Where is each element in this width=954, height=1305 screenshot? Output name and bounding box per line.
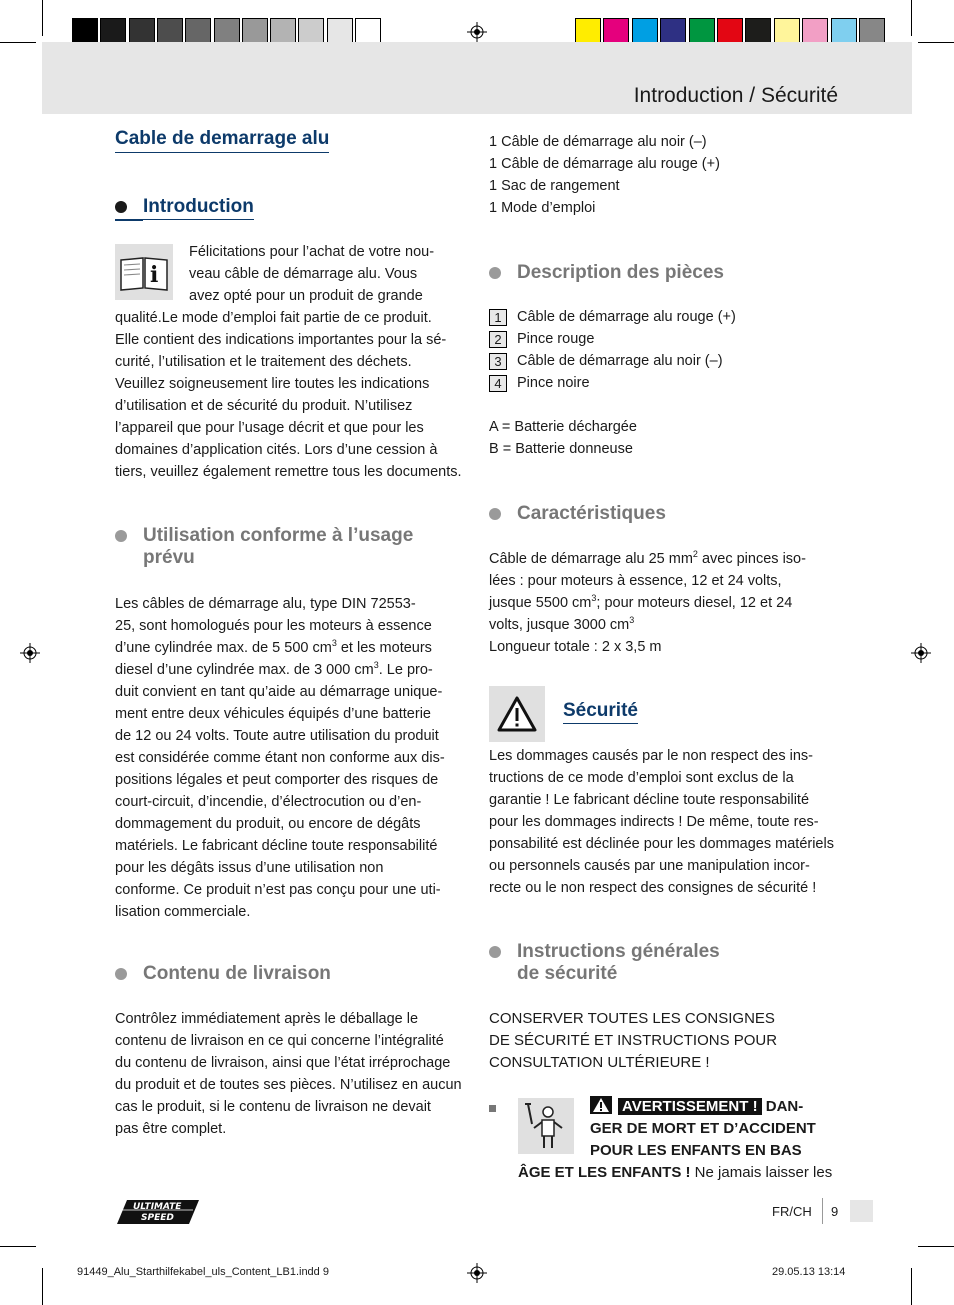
page-header-title: Introduction / Sécurité <box>633 84 838 107</box>
child-danger-icon <box>518 1098 574 1154</box>
list-item: Pince rouge <box>517 331 595 347</box>
text-line: Félicitations pour l’achat de votre nou- <box>189 244 435 260</box>
usage-text <box>115 593 445 923</box>
part-number-4: 4 <box>489 375 507 392</box>
bullet-dot-icon <box>489 946 501 958</box>
text-line: Longueur totale : 2 x 3,5 m <box>489 639 662 655</box>
parts-list <box>517 306 736 394</box>
text-line: matériels. Le fabricant décline toute responsabilité <box>115 838 438 854</box>
registration-mark-icon <box>911 643 931 663</box>
bullet-dot-icon <box>489 267 501 279</box>
ultimate-speed-logo <box>115 1198 201 1226</box>
bullet-dot-icon <box>115 968 127 980</box>
list-item: 1 Mode d’emploi <box>489 200 596 216</box>
list-item: Câble de démarrage alu rouge (+) <box>517 309 736 325</box>
text-line: lées : pour moteurs à essence, 12 et 24 volts, <box>489 573 782 589</box>
text-line: tiers, veuillez également remettre tous les documents. <box>115 464 462 480</box>
text-line: cas le produit, si le contenu de livraison ne devait <box>115 1099 431 1115</box>
text-line: garantie ! Le fabricant décline toute responsabilité <box>489 792 810 808</box>
part-number-3: 3 <box>489 353 507 370</box>
bullet-dot-icon <box>115 530 127 542</box>
warning-triangle-icon <box>590 1096 612 1114</box>
list-item: A = Batterie déchargée <box>489 419 637 435</box>
warning-triangle-icon <box>489 686 545 742</box>
warning-text-block <box>590 1096 816 1162</box>
footer-grey-tab <box>850 1200 873 1222</box>
part-number-1: 1 <box>489 309 507 326</box>
text-line: 25, sont homologués pour les moteurs à essence <box>115 618 432 634</box>
text-line: CONSULTATION ULTÉRIEURE ! <box>489 1054 710 1071</box>
list-item: B = Batterie donneuse <box>489 441 633 457</box>
text-line: Elle contient des indications importantes pour la sé- <box>115 332 447 348</box>
text-line: pour les dommages indirects ! De même, toute res- <box>489 814 819 830</box>
text-line: d’utilisation et de sécurité du produit. N’utilisez <box>115 398 413 414</box>
text-line: Les dommages causés par le non respect des ins- <box>489 748 814 764</box>
footer-language: FR/CH <box>772 1204 812 1219</box>
text-line: court-circuit, d’incendie, d’électrocution ou d’en- <box>115 794 422 810</box>
text-line: positions légales et peut comporter des risques de <box>115 772 439 788</box>
text-line: est considérée comme étant non conforme aux dis- <box>115 750 445 766</box>
text-line: Veuillez soigneusement lire toutes les indications <box>115 376 430 392</box>
footer-separator <box>822 1198 823 1224</box>
text-line: ou personnels causés par une manipulation incor- <box>489 858 810 874</box>
list-item: Pince noire <box>517 375 590 391</box>
contenu-text <box>115 1008 462 1140</box>
document-title: Cable de demarrage alu <box>115 128 329 153</box>
text-line: jusque 5500 $cm^3$; pour moteurs diesel, 12 et 24 <box>489 593 793 611</box>
caracteristiques-text <box>489 548 806 658</box>
text-line: volts, jusque 3000 $cm^3$ <box>489 615 635 633</box>
text-line: pas être complet. <box>115 1121 227 1137</box>
slug-timestamp: 29.05.13 13:14 <box>772 1266 846 1278</box>
registration-mark-icon <box>467 1263 487 1283</box>
intro-text-indented <box>189 241 434 307</box>
text-line: GER DE MORT ET D’ACCIDENT <box>590 1120 816 1137</box>
text-line: DE SÉCURITÉ ET INSTRUCTIONS POUR <box>489 1032 778 1049</box>
svg-text:ULTIMATE: ULTIMATE <box>133 1202 182 1212</box>
svg-text:i: i <box>150 262 159 288</box>
text-line: veau câble de démarrage alu. Vous <box>189 266 418 282</box>
text-line: domaines d’application cités. Lors d’une cession à <box>115 442 438 458</box>
slug-filename: 91449_Alu_Starthilfekabel_uls_Content_LB1.indd 9 <box>77 1266 329 1278</box>
text-line: du contenu de livraison, ainsi que l’état irréprochage <box>115 1055 451 1071</box>
battery-legend <box>489 416 637 460</box>
text-line: Câble de démarrage alu 25 $mm^2$ avec pinces iso- <box>489 549 806 567</box>
warning-badge: AVERTISSEMENT ! <box>618 1098 762 1115</box>
instructions-caps-text <box>489 1008 777 1074</box>
list-item: 1 Câble de démarrage alu noir (–) <box>489 134 707 150</box>
text-line: du produit et de toutes ses pièces. N’utilisez en aucun <box>115 1077 462 1093</box>
svg-text:SPEED: SPEED <box>141 1213 174 1223</box>
text-line: curité, l’utilisation et le traitement des déchets. <box>115 354 412 370</box>
contenu-items-list <box>489 131 720 219</box>
text-line: ponsabilité est déclinée pour les dommages matériels <box>489 836 834 852</box>
text-line: Contrôlez immédiatement après le déballage le <box>115 1011 419 1027</box>
text-line: ment entre deux véhicules équipés d’une batterie <box>115 706 431 722</box>
text-line: d’une cylindrée max. de 5 500 $cm^3$ et les moteurs <box>115 638 432 656</box>
text-line: lisation commerciale. <box>115 904 251 920</box>
registration-mark-icon <box>467 22 487 42</box>
text-line: dommagement du produit, ou encore de dégâts <box>115 816 421 832</box>
text-line: POUR LES ENFANTS EN BAS <box>590 1142 802 1159</box>
list-item: 1 Sac de rangement <box>489 178 620 194</box>
text-line: de 12 ou 24 volts. Toute autre utilisation du produit <box>115 728 439 744</box>
text-line: qualité.Le mode d’emploi fait partie de ce produit. <box>115 310 432 326</box>
text-line: diesel d’une cylindrée max. de 3 000 $cm^3$. Le pro- <box>115 660 433 678</box>
list-item: Câble de démarrage alu noir (–) <box>517 353 723 369</box>
heading-underline <box>115 219 143 221</box>
text-line: contenu de livraison en ce qui concerne l’intégralité <box>115 1033 444 1049</box>
text-line: recte ou le non respect des consignes de sécurité ! <box>489 880 817 896</box>
text-line: avez opté pour un produit de grande <box>189 288 423 304</box>
text-line: duit convient en tant qu’aide au démarrage unique- <box>115 684 443 700</box>
warning-text-last-line: ÂGE ET LES ENFANTS ! Ne jamais laisser les <box>518 1164 833 1181</box>
text-line: pour les dégâts issus d’une utilisation non <box>115 860 384 876</box>
bullet-dot-icon <box>115 201 127 213</box>
page-number: 9 <box>831 1204 839 1219</box>
list-item: 1 Câble de démarrage alu rouge (+) <box>489 156 720 172</box>
part-number-2: 2 <box>489 331 507 348</box>
info-book-icon <box>115 244 173 300</box>
registration-mark-icon <box>20 643 40 663</box>
square-bullet-icon <box>489 1105 496 1112</box>
text-line: conforme. Ce produit n’est pas conçu pour une uti- <box>115 882 441 898</box>
text-line: tructions de ce mode d’emploi sont exclus de la <box>489 770 794 786</box>
bullet-dot-icon <box>489 508 501 520</box>
securite-text <box>489 745 834 899</box>
text-line: CONSERVER TOUTES LES CONSIGNES <box>489 1010 775 1027</box>
text-line: l’appareil que pour l’usage décrit et que pour les <box>115 420 424 436</box>
intro-text <box>115 307 462 483</box>
text-line: AVERTISSEMENT ! DAN- <box>590 1096 816 1118</box>
text-line: Les câbles de démarrage alu, type DIN 72553- <box>115 596 416 612</box>
